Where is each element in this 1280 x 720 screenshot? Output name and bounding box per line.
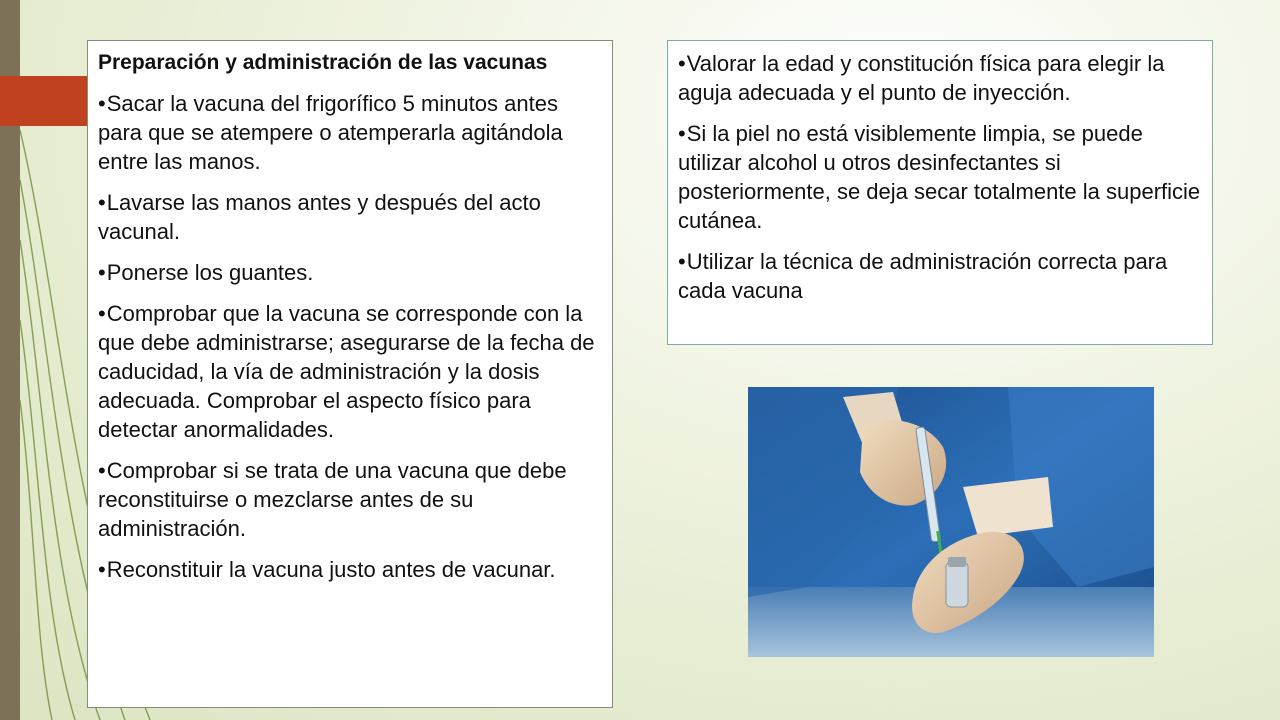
list-item: •Sacar la vacuna del frigorífico 5 minutos antes para que se atempere o atemperarla agitándola entre las manos.: [98, 91, 563, 174]
list-item: •Valorar la edad y constitución física para elegir la aguja adecuada y el punto de inyección.: [678, 51, 1165, 105]
list-item: •Utilizar la técnica de administración correcta para cada vacuna: [678, 249, 1168, 303]
list-item: •Si la piel no está visiblemente limpia, se puede utilizar alcohol u otros desinfectantes si posteriormente, se deja secar totalmente la superficie cutánea.: [678, 121, 1201, 233]
left-text-box: [87, 40, 613, 708]
list-item: •Comprobar que la vacuna se corresponde con la que debe administrarse; asegurarse de la fecha de caducidad, la vía de administración y la dosis adecuada. Comprobar el aspecto físico para detectar anormalidades.: [98, 301, 595, 442]
list-item: •Comprobar si se trata de una vacuna que debe reconstituirse o mezclarse antes de su administración.: [98, 458, 567, 541]
list-item: •Lavarse las manos antes y después del acto vacunal.: [98, 190, 541, 244]
right-text-box: [667, 40, 1213, 345]
vaccine-syringe-photo: [748, 387, 1154, 657]
list-item: •Reconstituir la vacuna justo antes de vacunar.: [98, 557, 556, 582]
list-item: •Ponerse los guantes.: [98, 260, 314, 285]
slide-heading: Preparación y administración de las vacunas: [98, 51, 548, 74]
accent-bar: [0, 76, 88, 126]
